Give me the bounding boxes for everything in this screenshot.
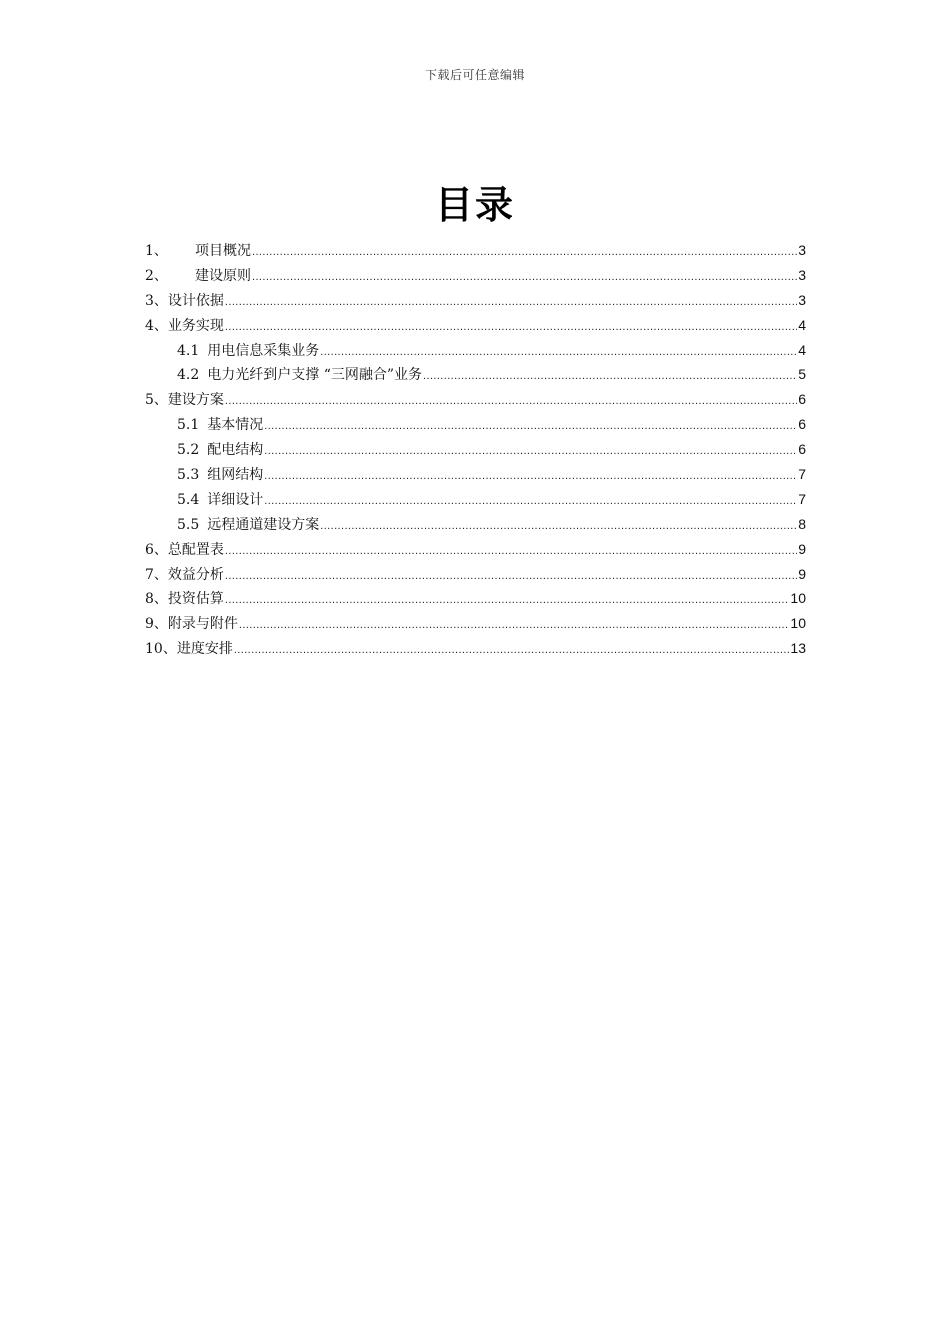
toc-entry-number: 5.4	[177, 491, 200, 508]
toc-entry-number: 4、	[145, 317, 168, 334]
toc-leader-dots	[252, 240, 797, 265]
toc-entry-page: 13	[790, 640, 806, 657]
toc-entry-number: 6、	[145, 541, 168, 558]
toc-entry-5[interactable]	[145, 387, 806, 412]
toc-leader-dots	[239, 613, 790, 638]
toc-entry-5-1[interactable]	[145, 412, 806, 437]
toc-entry-page: 7	[798, 490, 806, 507]
toc-entry-number: 5.3	[177, 467, 200, 484]
toc-entry-5-4[interactable]	[145, 487, 806, 512]
toc-entry-label: 配电结构	[207, 442, 264, 459]
toc-entry-2[interactable]	[145, 263, 806, 288]
toc-entry-number: 5.2	[177, 442, 200, 459]
toc-entry-label: 总配置表	[167, 541, 224, 558]
toc-leader-dots	[225, 315, 797, 340]
toc-entry-label: 建设方案	[167, 392, 224, 409]
toc-entry-3[interactable]	[145, 288, 806, 313]
toc-entry-10[interactable]	[145, 636, 806, 661]
toc-leader-dots	[264, 414, 797, 439]
toc-entry-label: 建设原则	[195, 267, 251, 284]
toc-leader-dots	[423, 364, 797, 389]
toc-leader-dots	[225, 564, 797, 589]
toc-leader-dots	[225, 389, 797, 414]
toc-leader-dots	[264, 439, 797, 464]
toc-entry-number: 10、	[145, 641, 177, 658]
toc-entry-page: 3	[798, 291, 806, 308]
toc-entry-number: 7、	[145, 566, 168, 583]
table-of-contents	[145, 238, 806, 661]
toc-entry-label: 进度安排	[176, 641, 233, 658]
toc-entry-number: 5、	[145, 392, 168, 409]
page-header: 下载后可任意编辑	[424, 68, 525, 82]
toc-entry-8[interactable]	[145, 586, 806, 611]
toc-entry-number: 5.5	[177, 516, 200, 533]
toc-entry-4-2[interactable]	[145, 362, 806, 387]
toc-leader-dots	[234, 638, 790, 663]
toc-entry-label: 电力光纤到户支撑 “三网融合”业务	[207, 367, 423, 384]
toc-leader-dots	[225, 290, 797, 315]
toc-entry-page: 4	[798, 316, 806, 333]
toc-entry-page: 6	[798, 391, 806, 408]
toc-entry-6[interactable]	[145, 537, 806, 562]
toc-entry-label: 附录与附件	[167, 616, 238, 633]
toc-leader-dots	[225, 588, 790, 613]
toc-entry-page: 9	[798, 565, 806, 582]
toc-entry-number: 4.2	[177, 367, 200, 384]
toc-entry-4-1[interactable]	[145, 338, 806, 363]
toc-entry-label: 投资估算	[167, 591, 224, 608]
toc-entry-label: 详细设计	[207, 491, 264, 508]
toc-leader-dots	[252, 265, 797, 290]
toc-entry-number: 2、	[145, 267, 168, 284]
toc-entry-page: 9	[798, 540, 806, 557]
toc-title: 目录	[434, 182, 515, 227]
toc-entry-page: 10	[790, 615, 806, 632]
toc-entry-5-3[interactable]	[145, 462, 806, 487]
toc-entry-page: 5	[798, 366, 806, 383]
toc-entry-page: 4	[798, 341, 806, 358]
toc-entry-label: 设计依据	[167, 292, 224, 309]
toc-entry-label: 项目概况	[195, 243, 251, 259]
toc-entry-label: 效益分析	[167, 566, 224, 583]
toc-entry-label: 业务实现	[167, 317, 224, 334]
toc-entry-page: 7	[798, 466, 806, 483]
toc-entry-label: 远程通道建设方案	[207, 516, 320, 533]
toc-entry-4[interactable]	[145, 313, 806, 338]
toc-entry-number: 4.1	[177, 342, 200, 359]
toc-entry-number: 9、	[145, 616, 168, 633]
toc-entry-number: 5.1	[177, 417, 200, 434]
toc-entry-5-5[interactable]	[145, 512, 806, 537]
toc-entry-page: 3	[798, 242, 806, 258]
toc-entry-page: 10	[790, 590, 806, 607]
toc-entry-number: 3、	[145, 292, 168, 309]
toc-entry-5-2[interactable]	[145, 437, 806, 462]
toc-leader-dots	[320, 340, 797, 365]
toc-leader-dots	[225, 539, 797, 564]
toc-entry-page: 6	[798, 416, 806, 433]
toc-entry-9[interactable]	[145, 611, 806, 636]
toc-entry-label: 用电信息采集业务	[207, 342, 320, 359]
toc-entry-page: 3	[798, 266, 806, 283]
toc-entry-number: 8、	[145, 591, 168, 608]
toc-entry-page: 8	[798, 515, 806, 532]
toc-entry-label: 基本情况	[207, 417, 264, 434]
toc-entry-label: 组网结构	[207, 467, 264, 484]
toc-entry-page: 6	[798, 441, 806, 458]
toc-leader-dots	[264, 464, 797, 489]
toc-leader-dots	[320, 514, 797, 539]
toc-entry-7[interactable]	[145, 562, 806, 587]
toc-entry-number: 1、	[145, 243, 168, 259]
toc-entry-1[interactable]	[145, 238, 806, 263]
toc-leader-dots	[264, 489, 797, 514]
